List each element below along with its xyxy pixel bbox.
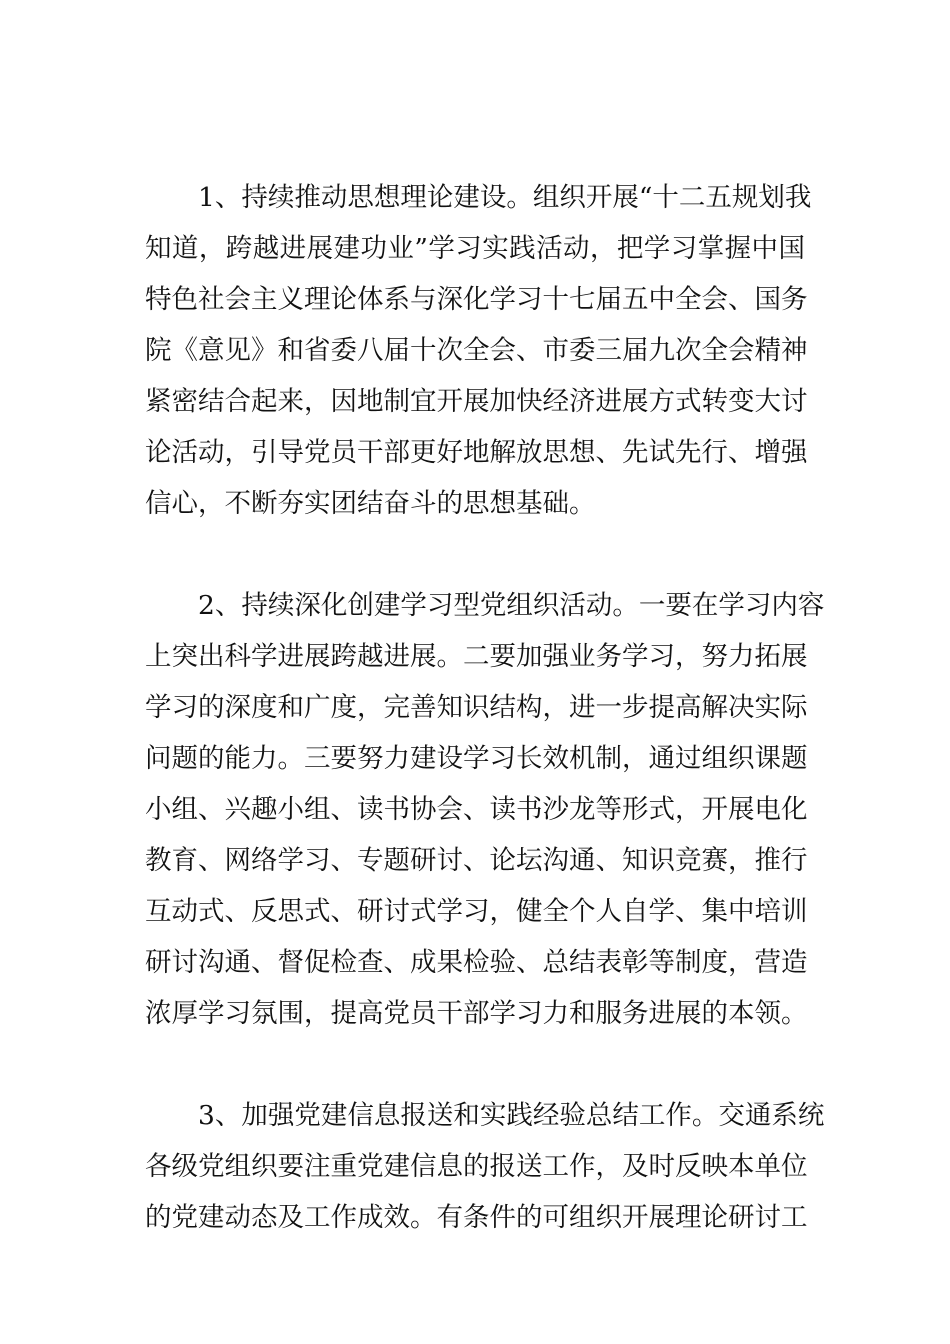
paragraph-2 xyxy=(145,580,825,1039)
document-body xyxy=(145,172,825,1294)
paragraph-1 xyxy=(145,172,812,529)
text-line: 特色社会主义理论体系与深化学习十七届五中全会、国务 xyxy=(145,284,808,315)
text-line: 小组、兴趣小组、读书协会、读书沙龙等形式，开展电化 xyxy=(145,794,808,825)
text-line: 问题的能力。三要努力建设学习长效机制，通过组织课题 xyxy=(145,743,808,774)
text-line: 院《意见》和省委八届十次全会、市委三届九次全会精神 xyxy=(145,335,808,366)
text-line: 各级党组织要注重党建信息的报送工作，及时反映本单位 xyxy=(145,1151,808,1182)
text-line: 知道，跨越进展建功业”学习实践活动，把学习掌握中国 xyxy=(145,233,805,264)
text-line: 上突出科学进展跨越进展。二要加强业务学习，努力拓展 xyxy=(145,641,808,672)
text-line: 互动式、反思式、研讨式学习，健全个人自学、集中培训 xyxy=(145,896,808,927)
text-line: 论活动，引导党员干部更好地解放思想、先试先行、增强 xyxy=(145,437,808,468)
paragraph-3 xyxy=(145,1090,825,1243)
text-line: 研讨沟通、督促检查、成果检验、总结表彰等制度，营造 xyxy=(145,947,808,978)
text-line: 浓厚学习氛围，提高党员干部学习力和服务进展的本领。 xyxy=(145,998,808,1029)
text-line: 2、持续深化创建学习型党组织活动。一要在学习内容 xyxy=(198,590,825,621)
text-line: 3、加强党建信息报送和实践经验总结工作。交通系统 xyxy=(198,1100,825,1131)
text-line: 教育、网络学习、专题研讨、论坛沟通、知识竞赛，推行 xyxy=(145,845,808,876)
text-line: 信心，不断夯实团结奋斗的思想基础。 xyxy=(145,488,596,519)
text-line: 1、持续推动思想理论建设。组织开展“十二五规划我 xyxy=(198,182,812,213)
text-line: 紧密结合起来，因地制宜开展加快经济进展方式转变大讨 xyxy=(145,386,808,417)
text-line: 学习的深度和广度，完善知识结构，进一步提高解决实际 xyxy=(145,692,808,723)
text-line: 的党建动态及工作成效。有条件的可组织开展理论研讨工 xyxy=(145,1202,808,1233)
